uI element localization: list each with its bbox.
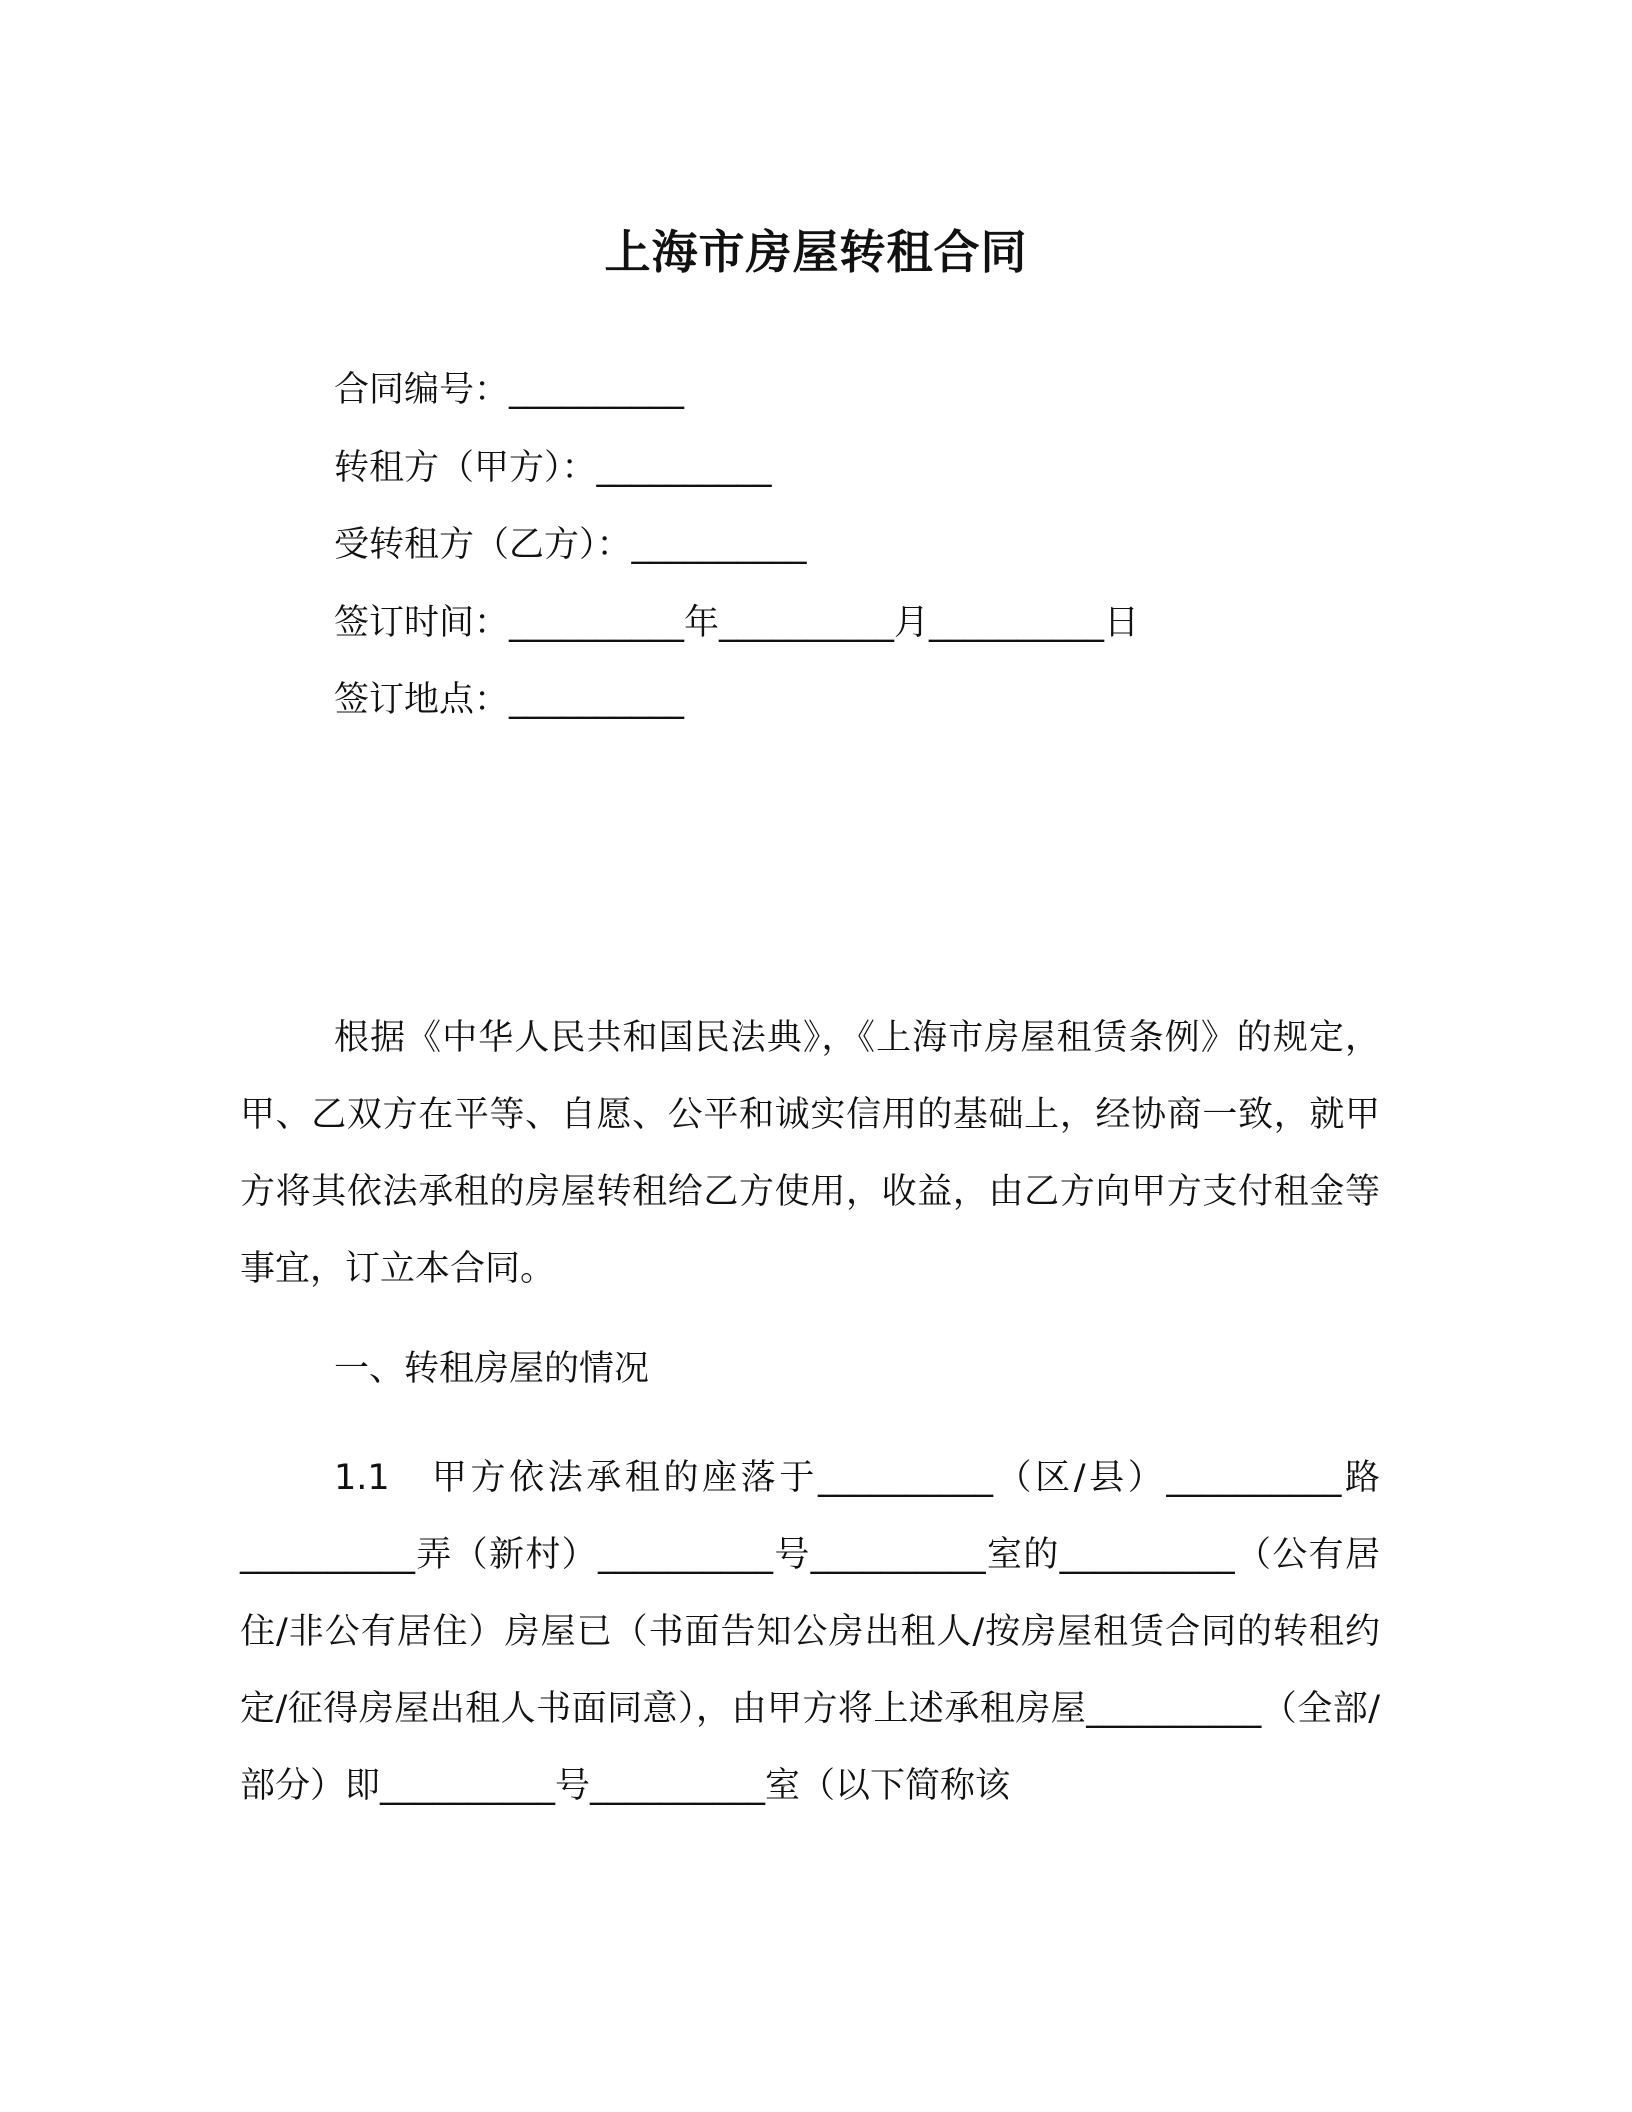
sublessor-field: 转租方（甲方）：__________ [334,448,772,488]
signing-place-field: 签订地点：__________ [334,680,685,720]
sublessee-field: 受转租方（乙方）：__________ [334,525,807,565]
clause-1-1: 1.1 甲方依法承租的座落于__________（区/县）__________路__________弄（新村）__________号__________室的__________（公有居住/非公有居住）房屋已（书面告知公房出租人/按房屋租赁合同的转租约定/征得房屋出租人书面同意），由甲方将上述承租房屋__________（全部/部分）即__________号__________室（以下简称该 [240,1458,1380,1806]
document-title: 上海市房屋转租合同 [604,225,1028,279]
section-heading: 一、转租房屋的情况 [334,1349,650,1389]
signing-date-field: 签订时间：__________年__________月__________日 [334,603,1140,643]
contract-number-field: 合同编号：__________ [334,370,685,410]
preamble-paragraph: 根据《中华人民共和国民法典》，《上海市房屋租赁条例》的规定，甲、乙双方在平等、自愿、公平和诚实信用的基础上，经协商一致，就甲方将其依法承租的房屋转租给乙方使用，收益，由乙方向甲方支付租金等事宜，订立本合同。 [240,1018,1380,1289]
